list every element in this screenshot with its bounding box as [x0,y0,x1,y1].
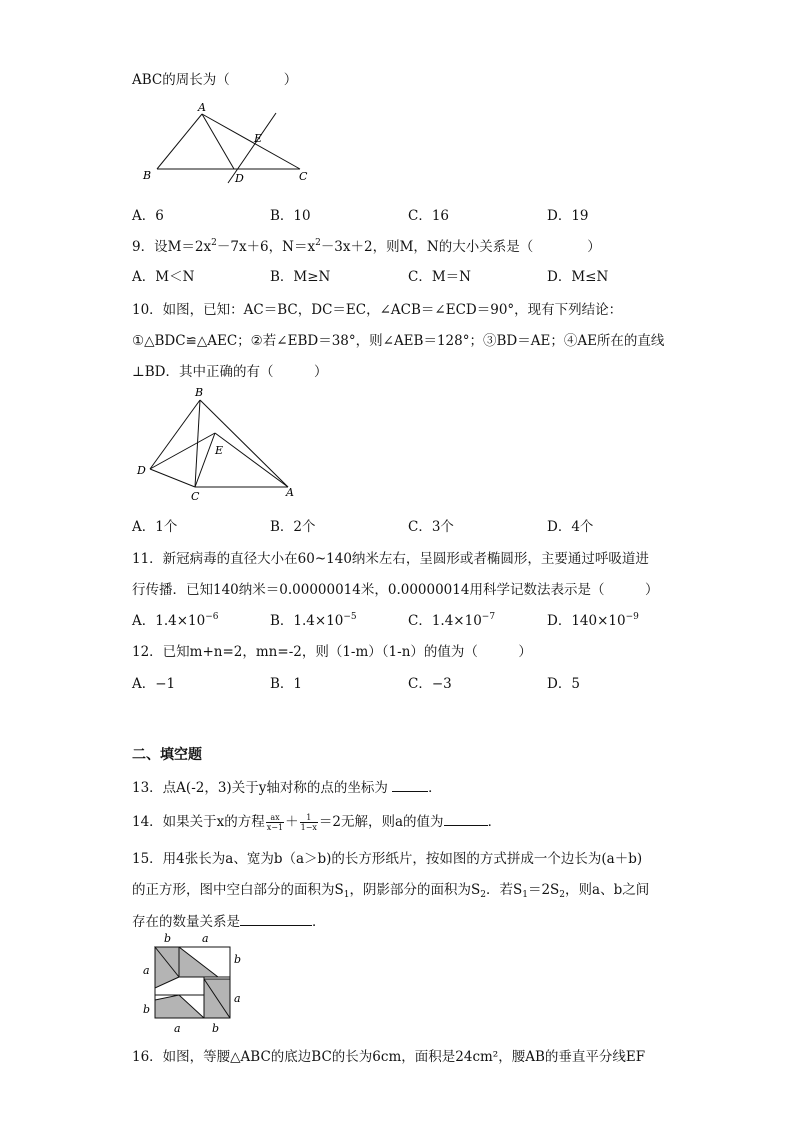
q15-square-figure [138,930,248,1040]
section-fill-in-title: 二、填空题 [132,747,202,763]
q8-label-C: C [299,170,308,183]
q11-option-c: C．$1.4\times 10^{-7}$ [408,612,496,629]
q14-text: 14．如果关于x的方程 $\frac{ax}{x-1}$ ＋ $\frac{1}{1-x}$ ＝2无解，则a的值为 ． [132,813,502,832]
q11-line-2: 行传播．已知140纳米＝0.00000014米，0.00000014用科学记数法表示是（ ） [132,582,659,598]
q15-label-b-top: b [164,932,172,945]
q15-label-a-left: a [143,964,150,977]
q9-text: 9．设$M=2x^2-7x+6$，$N=x^2-3x+2$，则M，N的大小关系是（ ） [132,238,601,255]
q15-label-a-bottom: a [174,1022,181,1035]
q16-text: 16．如图，等腰△ABC的底边BC的长为6cm，面积是24cm²，腰AB的垂直平分线EF [132,1049,646,1065]
q8-label-B: B [143,169,152,182]
q10-label-B: B [195,386,204,399]
q8-label-A: A [198,101,206,114]
q10-label-A: A [286,486,294,499]
q10-option-a: A．1个 [132,519,178,535]
q12-text: 12．已知m+n=2，mn=-2，则（1-m）（1-n）的值为（ ） [132,644,532,660]
q10-label-E: E [215,444,224,457]
q15-label-b-left: b [143,1003,151,1016]
q15-line-3: 存在的数量关系是 ． [132,914,326,930]
q8-option-c: C．16 [408,208,450,224]
q10-label-C: C [191,490,200,503]
q10-figure [133,383,313,505]
q13-text: 13．点A(-2，3)关于y轴对称的点的坐标为 ． [132,780,442,796]
q9-option-d: D．M≤N [547,269,609,285]
q8-label-D: D [235,172,244,185]
q15-label-b-right: b [234,953,242,966]
q10-option-c: C．3个 [408,519,454,535]
q15-label-a-top: a [202,932,209,945]
q14-fraction-1: $\frac{ax}{x-1}$ [266,813,284,832]
q11-option-a: A．$1.4\times 10^{-6}$ [132,612,219,629]
q15-label-a-right: a [234,992,241,1005]
q8-text: ABC的周长为（ ） [132,72,298,88]
q12-option-c: C．−3 [408,676,452,692]
q15-line-2: 的正方形，图中空白部分的面积为$S_1$，阴影部分的面积为$S_2$．若$S_1=2S_2$，则a、b之间 [132,882,650,900]
q10-line-2: ①△BDC≌△AEC；②若∠EBD＝38°，则∠AEB＝128°；③BD＝AE；④AE所在的直线 [132,333,665,349]
q10-option-d: D．4个 [547,519,594,535]
q12-option-b: B．1 [270,676,303,692]
q15-line-1: 15．用4张长为a、宽为b（a＞b)的长方形纸片，按如图的方式拼成一个边长为(a＋b) [132,851,643,867]
q10-option-b: B．2个 [270,519,316,535]
q9-option-c: C．M＝N [408,269,471,285]
q11-line-1: 11．新冠病毒的直径大小在60~140纳米左右，呈圆形或者椭圆形，主要通过呼吸道进 [132,551,649,567]
q15-label-b-bottom: b [212,1022,220,1035]
q12-option-a: A．−1 [132,676,176,692]
q9-option-b: B．M≥N [270,269,331,285]
q8-triangle-figure [140,98,320,190]
q11-option-b: B．$1.4\times 10^{-5}$ [270,612,357,629]
q8-option-b: B．10 [270,208,311,224]
q11-option-d: D．$140\times 10^{-9}$ [547,612,639,629]
q12-option-d: D．5 [547,676,580,692]
q10-line-1: 10．如图，已知：AC＝BC，DC＝EC，∠ACB＝∠ECD＝90°，现有下列结论： [132,302,623,318]
q10-line-3: ⊥BD．其中正确的有（ ） [132,364,328,380]
q9-option-a: A．M＜N [132,269,195,285]
q8-option-d: D．19 [547,208,589,224]
q14-fraction-2: $\frac{1}{1-x}$ [300,813,317,832]
q10-label-D: D [137,464,146,477]
q8-option-a: A．6 [132,208,164,224]
q8-label-E: E [254,132,263,145]
